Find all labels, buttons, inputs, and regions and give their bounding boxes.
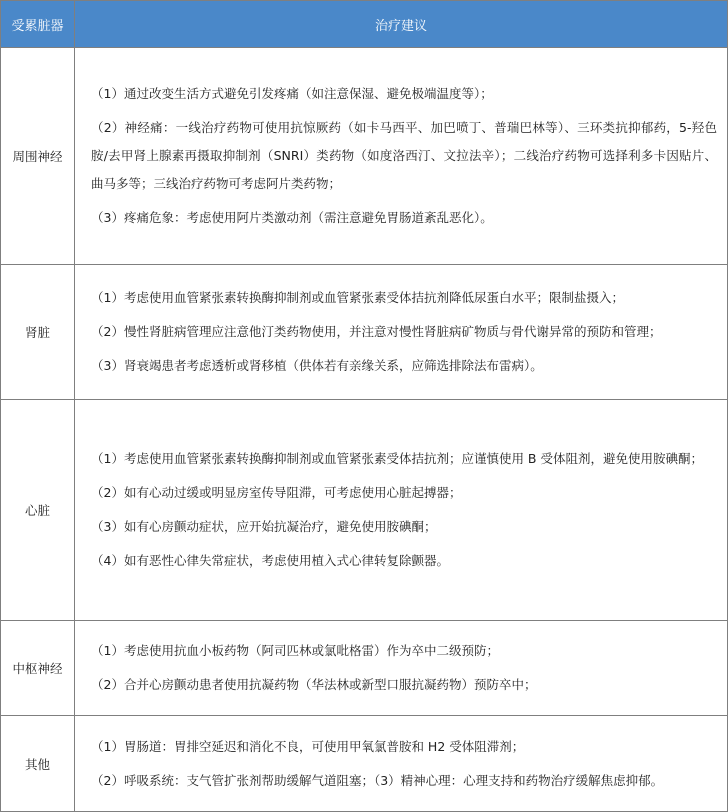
advice-item: （2）如有心动过缓或明显房室传导阻滞，可考虑使用心脏起搏器； bbox=[91, 485, 462, 500]
organ-cell: 心脏 bbox=[1, 400, 75, 621]
organ-cell: 其他 bbox=[1, 716, 75, 812]
header-row bbox=[1, 1, 728, 48]
table-row bbox=[1, 400, 728, 621]
organ-cell: 肾脏 bbox=[1, 265, 75, 400]
advice-item: （2）神经痛：一线治疗药物可使用抗惊厥药（如卡马西平、加巴喷丁、普瑞巴林等）、三环类抗抑郁药，5-羟色胺/去甲肾上腺素再摄取抑制剂（SNRI）类药物（如度洛西汀、文拉法辛）；二线治疗药物可选择利多卡因贴片、曲马多等；三线治疗药物可考虑阿片类药物； bbox=[91, 120, 717, 191]
table-row bbox=[1, 265, 728, 400]
advice-item: （3）肾衰竭患者考虑透析或肾移植（供体若有亲缘关系，应筛选排除法布雷病）。 bbox=[91, 358, 543, 373]
advice-item: （4）如有恶性心律失常症状，考虑使用植入式心律转复除颤器。 bbox=[91, 553, 449, 568]
advice-item: （1）考虑使用抗血小板药物（阿司匹林或氯吡格雷）作为卒中二级预防； bbox=[91, 643, 499, 658]
advice-item: （2）呼吸系统：支气管扩张剂帮助缓解气道阻塞；（3）精神心理：心理支持和药物治疗缓解焦虑抑郁。 bbox=[91, 772, 664, 788]
advice-item: （3）如有心房颤动症状，应开始抗凝治疗，避免使用胺碘酮； bbox=[91, 519, 437, 534]
advice-item: （3）疼痛危象：考虑使用阿片类激动剂（需注意避免胃肠道紊乱恶化）。 bbox=[91, 210, 493, 225]
advice-cell bbox=[75, 265, 728, 400]
advice-column-header: 治疗建议 bbox=[75, 1, 728, 48]
table-row bbox=[1, 48, 728, 265]
advice-item: （1）通过改变生活方式避免引发疼痛（如注意保湿、避免极端温度等）； bbox=[91, 86, 493, 101]
advice-cell bbox=[75, 716, 728, 812]
advice-item: （2）合并心房颤动患者使用抗凝药物（华法林或新型口服抗凝药物）预防卒中； bbox=[91, 677, 537, 692]
organ-cell: 中枢神经 bbox=[1, 621, 75, 716]
table-row bbox=[1, 621, 728, 716]
advice-cell bbox=[75, 621, 728, 716]
organ-column-header: 受累脏器 bbox=[1, 1, 75, 48]
organ-cell: 周围神经 bbox=[1, 48, 75, 265]
advice-cell bbox=[75, 48, 728, 265]
advice-item: （2）慢性肾脏病管理应注意他汀类药物使用，并注意对慢性肾脏病矿物质与骨代谢异常的预防和管理； bbox=[91, 324, 662, 339]
advice-item: （1）胃肠道：胃排空延迟和消化不良，可使用甲氧氯普胺和 H2 受体阻滞剂； bbox=[91, 738, 525, 754]
advice-item: （1）考虑使用血管紧张素转换酶抑制剂或血管紧张素受体拮抗剂降低尿蛋白水平；限制盐摄入； bbox=[91, 290, 624, 305]
table-row bbox=[1, 716, 728, 812]
advice-item: （1）考虑使用血管紧张素转换酶抑制剂或血管紧张素受体拮抗剂；应谨慎使用 B 受体阻剂，避免使用胺碘酮； bbox=[91, 451, 703, 466]
advice-cell bbox=[75, 400, 728, 621]
